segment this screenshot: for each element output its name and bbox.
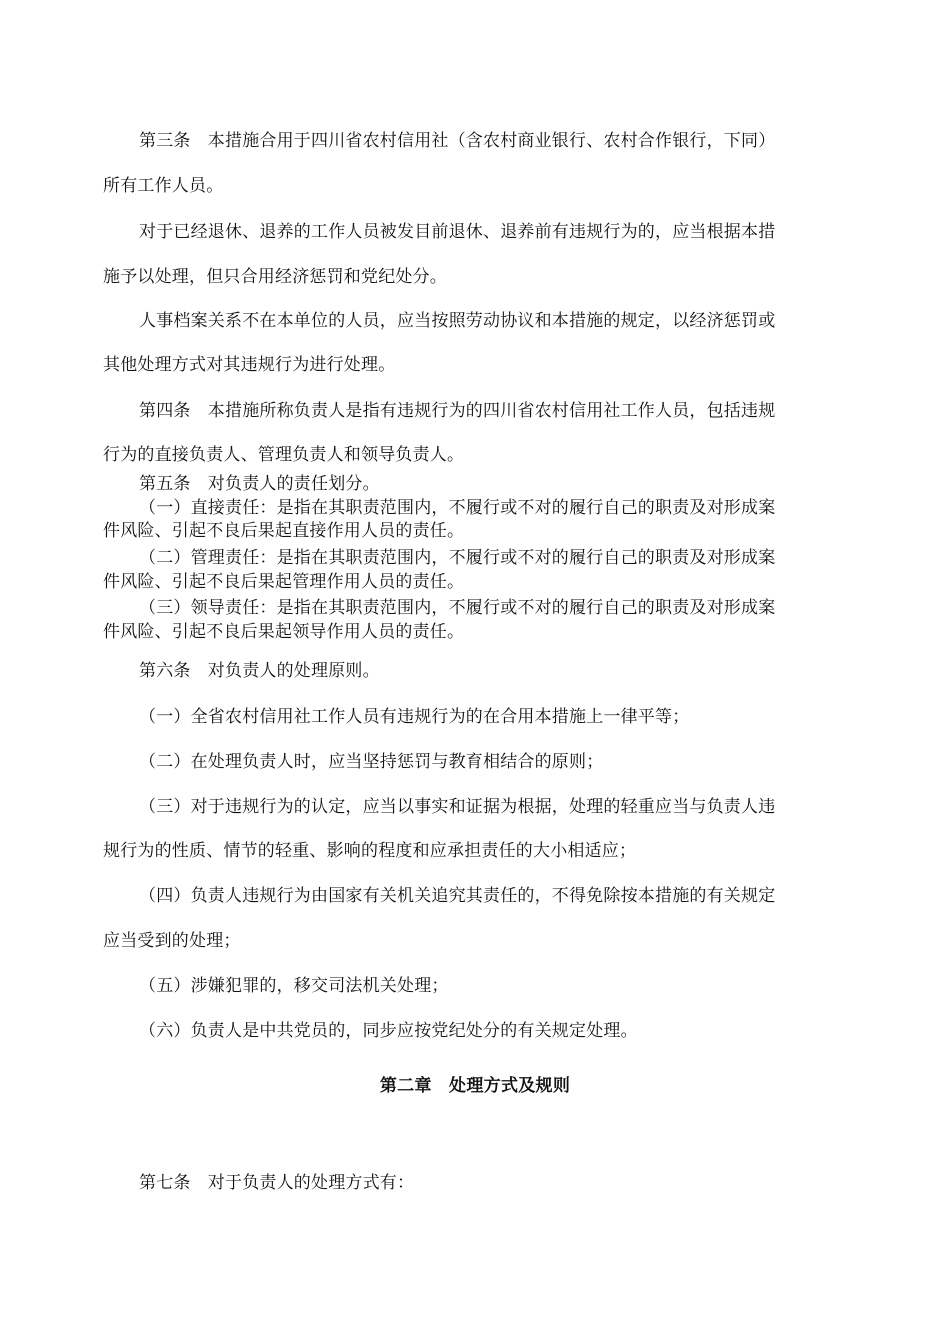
article-6-principle-3-line-1: （三）对于违规行为的认定，应当以事实和证据为根据，处理的轻重应当与负责人违 bbox=[139, 797, 776, 817]
article-5-item-2-line-2: 件风险、引起不良后果起管理作用人员的责任。 bbox=[103, 572, 465, 592]
article-6-principle-4-line-1: （四）负责人违规行为由国家有关机关追究其责任的，不得免除按本措施的有关规定 bbox=[139, 886, 776, 906]
article-5-item-1-line-1: （一）直接责任：是指在其职责范围内，不履行或不对的履行自己的职责及对形成案 bbox=[139, 498, 776, 518]
article-7-title: 第七条 对于负责人的处理方式有： bbox=[139, 1173, 415, 1193]
article-6-principle-4-line-2: 应当受到的处理； bbox=[103, 931, 241, 951]
personnel-paragraph-line-2: 其他处理方式对其违规行为进行处理。 bbox=[103, 355, 396, 375]
article-5-title: 第五条 对负责人的责任划分。 bbox=[139, 474, 380, 494]
article-5-item-2-line-1: （二）管理责任：是指在其职责范围内，不履行或不对的履行自己的职责及对形成案 bbox=[139, 548, 776, 568]
article-4-line-1: 第四条 本措施所称负责人是指有违规行为的四川省农村信用社工作人员，包括违规 bbox=[139, 401, 776, 421]
article-6-principle-2: （二）在处理负责人时，应当坚持惩罚与教育相结合的原则； bbox=[139, 752, 604, 772]
retirees-paragraph-line-2: 施予以处理，但只合用经济惩罚和党纪处分。 bbox=[103, 267, 447, 287]
article-5-item-3-line-1: （三）领导责任：是指在其职责范围内，不履行或不对的履行自己的职责及对形成案 bbox=[139, 598, 776, 618]
article-6-principle-5: （五）涉嫌犯罪的，移交司法机关处理； bbox=[139, 976, 449, 996]
article-6-principle-3-line-2: 规行为的性质、情节的轻重、影响的程度和应承担责任的大小相适应； bbox=[103, 841, 637, 861]
article-6-principle-6: （六）负责人是中共党员的，同步应按党纪处分的有关规定处理。 bbox=[139, 1021, 638, 1041]
article-6-title: 第六条 对负责人的处理原则。 bbox=[139, 661, 380, 681]
article-5-item-3-line-2: 件风险、引起不良后果起领导作用人员的责任。 bbox=[103, 622, 465, 642]
retirees-paragraph-line-1: 对于已经退休、退养的工作人员被发目前退休、退养前有违规行为的，应当根据本措 bbox=[139, 222, 776, 242]
article-6-principle-1: （一）全省农村信用社工作人员有违规行为的在合用本措施上一律平等； bbox=[139, 707, 690, 727]
article-3-line-1: 第三条 本措施合用于四川省农村信用社（含农村商业银行、农村合作银行，下同） bbox=[139, 131, 776, 151]
article-4-line-2: 行为的直接负责人、管理负责人和领导负责人。 bbox=[103, 445, 465, 465]
article-3-line-2: 所有工作人员。 bbox=[103, 176, 224, 196]
personnel-paragraph-line-1: 人事档案关系不在本单位的人员，应当按照劳动协议和本措施的规定，以经济惩罚或 bbox=[139, 311, 776, 331]
article-5-item-1-line-2: 件风险、引起不良后果起直接作用人员的责任。 bbox=[103, 521, 465, 541]
chapter-2-heading: 第二章 处理方式及规则 bbox=[379, 1076, 571, 1096]
